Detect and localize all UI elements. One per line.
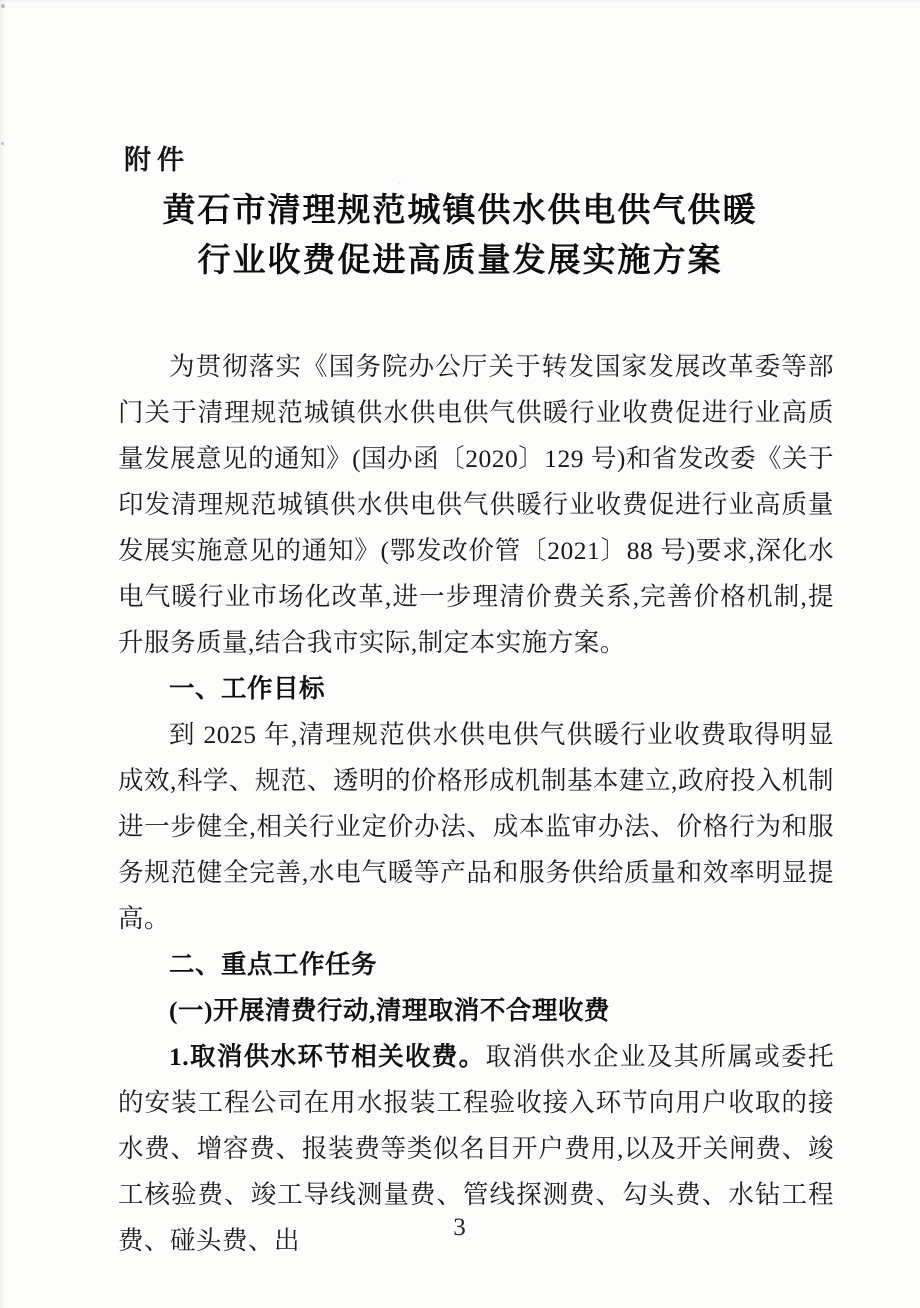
title-line-2: 行业收费促进高质量发展实施方案: [197, 243, 723, 279]
page-number: 3: [453, 1214, 467, 1241]
intro-paragraph: 为贯彻落实《国务院办公厅关于转发国家发展改革委等部门关于清理规范城镇供水供电供气供暖行业收费促进行业高质量发展意见的通知》(国办函〔2020〕129 号)和省发改委《关于印发清理规范城镇供水供电供气供暖行业收费促进行业高质量发展实施意见的通知》(鄂发改价管〔2021〕88 号)要求,深化水电气暖行业市场化改革,进一步理清价费关系,完善价格机制,提升服务质量,结合我市实际,制定本实施方案。: [118, 352, 834, 657]
document-title: [0, 186, 920, 286]
title-line-1: 黄石市清理规范城镇供水供电供气供暖: [162, 193, 758, 229]
section-1-heading: 一、工作目标: [169, 675, 326, 703]
document-body: [118, 344, 834, 1264]
scan-speck: [398, 182, 401, 185]
attachment-label: 附件: [124, 145, 190, 175]
item-1-text: 取消供水企业及其所属或委托的安装工程公司在用水报装工程验收接入环节向用户收取的接水费、增容费、报装费等类似名目开户费用,以及开关闸费、竣工核验费、竣工导线测量费、管线探测费、勾头费、水钻工程费、碰头费、出: [118, 1042, 834, 1255]
scan-speck: [1, 142, 4, 145]
section-2-heading: 二、重点工作任务: [169, 951, 378, 979]
section-1-body: 到 2025 年,清理规范供水供电供气供暖行业收费取得明显成效,科学、规范、透明的价格形成机制基本建立,政府投入机制进一步健全,相关行业定价办法、成本监审办法、价格行为和服务规范健全完善,水电气暖等产品和服务供给质量和效率明显提高。: [118, 720, 834, 933]
subsection-2-1-heading: (一)开展清费行动,清理取消不合理收费: [169, 996, 610, 1025]
scan-speck: [1, 4, 5, 8]
item-1-lead: 1.取消供水环节相关收费。: [169, 1042, 486, 1071]
